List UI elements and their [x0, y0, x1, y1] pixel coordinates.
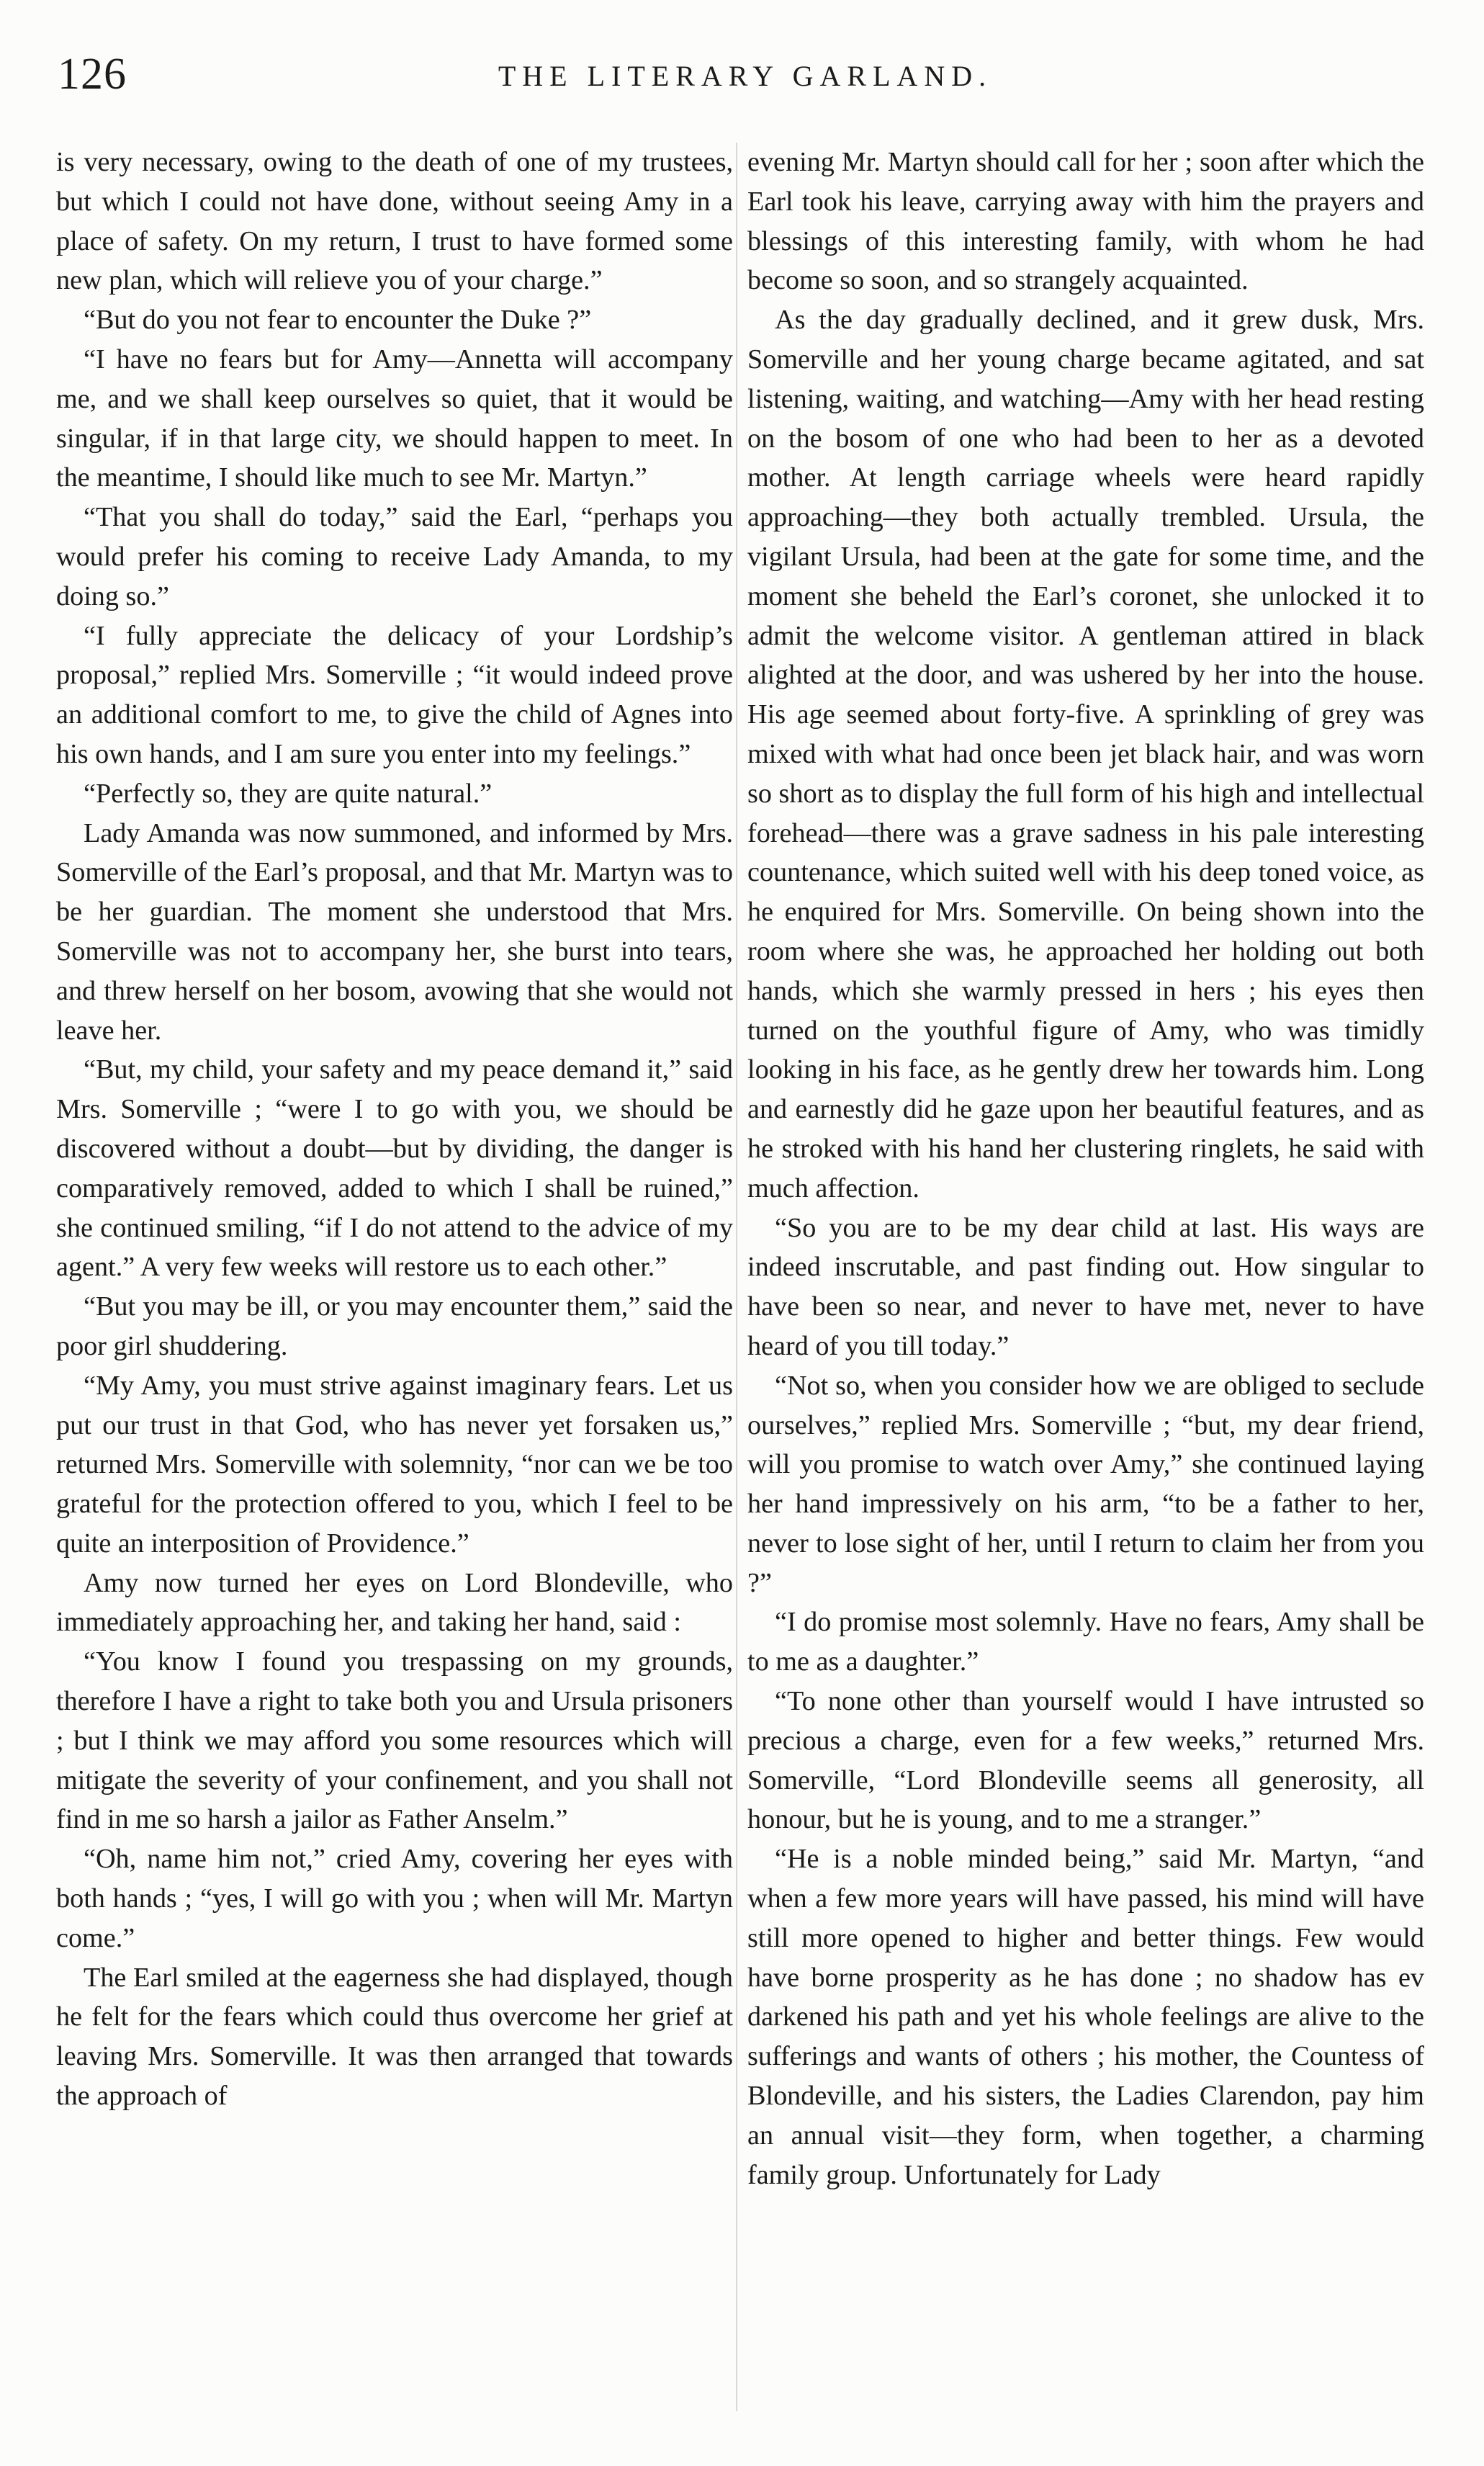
- paragraph: evening Mr. Martyn should call for her ; soon after which the Earl took his leave, carrying away with him the prayers and blessings of this interesting family, with whom he had become so soon, and so strangely acquainted.: [747, 147, 1424, 296]
- paragraph: “But do you not fear to encounter the Duke ?”: [84, 305, 592, 336]
- paragraph: “I fully appreciate the delicacy of your Lordship’s proposal,” replied Mrs. Somerville ; “it would indeed prove an additional comfort to me, to give the child of Agnes into his own hands, and I am sure you enter into my feelings.”: [56, 620, 733, 769]
- page-number: 126: [58, 50, 127, 99]
- paragraph: “But, my child, your safety and my peace demand it,” said Mrs. Somerville ; “were I to go with you, we should be discovered without a doubt—but by dividing, the danger is comparatively removed, added to which I shall be ruined,” she continued smiling, “if I do not attend to the advice of my agent.” A very few weeks will restore us to each other.”: [56, 1054, 733, 1283]
- paragraph: “That you shall do today,” said the Earl, “perhaps you would prefer his coming to receive Lady Amanda, to my doing so.”: [56, 502, 733, 611]
- paragraph: “You know I found you trespassing on my grounds, therefore I have a right to take both you and Ursula prisoners ; but I think we may afford you some resources which will mitigate the severity of your confinement, and you shall not find in me so harsh a jailor as Father Anselm.”: [56, 1646, 733, 1835]
- paragraph: “He is a noble minded being,” said Mr. Martyn, “and when a few more years will have passed, his mind will have still more opened to higher and better things. Few would have borne prosperity as he has done ; no shadow has ev darkened his path and yet his whole feelings are alive to the sufferings and wants of others ; his mother, the Countess of Blondeville, and his sisters, the Ladies Clarendon, pay him an annual visit—they form, when together, a charming family group. Unfortunately for Lady: [747, 1844, 1424, 2190]
- paragraph: “Oh, name him not,” cried Amy, covering her eyes with both hands ; “yes, I will go with you ; when will Mr. Martyn come.”: [56, 1844, 733, 1953]
- running-title: THE LITERARY GARLAND.: [498, 60, 993, 92]
- paragraph: As the day gradually declined, and it grew dusk, Mrs. Somerville and her young charge became agitated, and sat listening, waiting, and watching—Amy with her head resting on the bosom of one who had been to her as a devoted mother. At length carriage wheels were heard rapidly approaching—they both actually trembled. Ursula, the vigilant Ursula, had been at the gate for some time, and the moment she beheld the Earl’s coronet, she unlocked it to admit the welcome visitor. A gentleman attired in black alighted at the door, and was ushered by her into the house. His age seemed about forty-five. A sprinkling of grey was mixed with what had once been jet black hair, and was worn so short as to display the full form of his high and intellectual forehead—there was a grave sadness in his pale interesting countenance, which suited well with his deep toned voice, as he enquired for Mrs. Somerville. On being shown into the room where she was, he approached her holding out both hands, which she warmly pressed in hers ; his eyes then turned on the youthful figure of Amy, who was timidly looking in his face, as he gently drew her towards him. Long and earnestly did he gaze upon her beautiful features, and as he stroked with his hand her clustering ringlets, he said with much affection.: [747, 305, 1424, 1203]
- page-header: [50, 43, 1440, 108]
- column-divider: [736, 143, 737, 2411]
- paragraph: “I have no fears but for Amy—Annetta will accompany me, and we shall keep ourselves so quiet, that it would be singular, if in that large city, we should happen to meet. In the meantime, I should like much to see Mr. Martyn.”: [56, 344, 733, 493]
- paragraph: “But you may be ill, or you may encounter them,” said the poor girl shuddering.: [56, 1291, 733, 1361]
- paragraph: “To none other than yourself would I have intrusted so precious a charge, even for a few weeks,” returned Mrs. Somerville, “Lord Blondeville seems all generosity, all honour, but he is young, and to me a stranger.”: [747, 1686, 1424, 1835]
- paragraph: “Not so, when you consider how we are obliged to seclude ourselves,” replied Mrs. Somerville ; “but, my dear friend, will you promise to watch over Amy,” she continued laying her hand impressively on his arm, “to be a father to her, never to lose sight of her, until I return to claim her from you ?”: [747, 1370, 1424, 1598]
- paragraph: The Earl smiled at the eagerness she had displayed, though he felt for the fears which could thus overcome her grief at leaving Mrs. Somerville. It was then arranged that towards the approach of: [56, 1962, 733, 2112]
- paragraph: “My Amy, you must strive against imaginary fears. Let us put our trust in that God, who has never yet forsaken us,” returned Mrs. Somerville with solemnity, “nor can we be too grateful for the protection offered to you, which I feel to be quite an interposition of Providence.”: [56, 1370, 733, 1559]
- right-column: [747, 143, 1424, 2194]
- paragraph: “So you are to be my dear child at last. His ways are indeed inscrutable, and past finding out. How singular to have been so near, and never to have met, never to have heard of you till today.”: [747, 1212, 1424, 1361]
- paragraph: Amy now turned her eyes on Lord Blondeville, who immediately approaching her, and taking her hand, said :: [56, 1567, 733, 1638]
- paragraph: “Perfectly so, they are quite natural.”: [84, 778, 493, 809]
- paragraph: “I do promise most solemnly. Have no fears, Amy shall be to me as a daughter.”: [747, 1607, 1424, 1677]
- paragraph: Lady Amanda was now summoned, and informed by Mrs. Somerville of the Earl’s proposal, and that Mr. Martyn was to be her guardian. The moment she understood that Mrs. Somerville was not to accompany her, she burst into tears, and threw herself on her bosom, avowing that she would not leave her.: [56, 817, 733, 1046]
- paragraph: is very necessary, owing to the death of one of my trustees, but which I could not have done, without seeing Amy in a place of safety. On my return, I trust to have formed some new plan, which will relieve you of your charge.”: [56, 147, 733, 296]
- left-column: [56, 143, 733, 2116]
